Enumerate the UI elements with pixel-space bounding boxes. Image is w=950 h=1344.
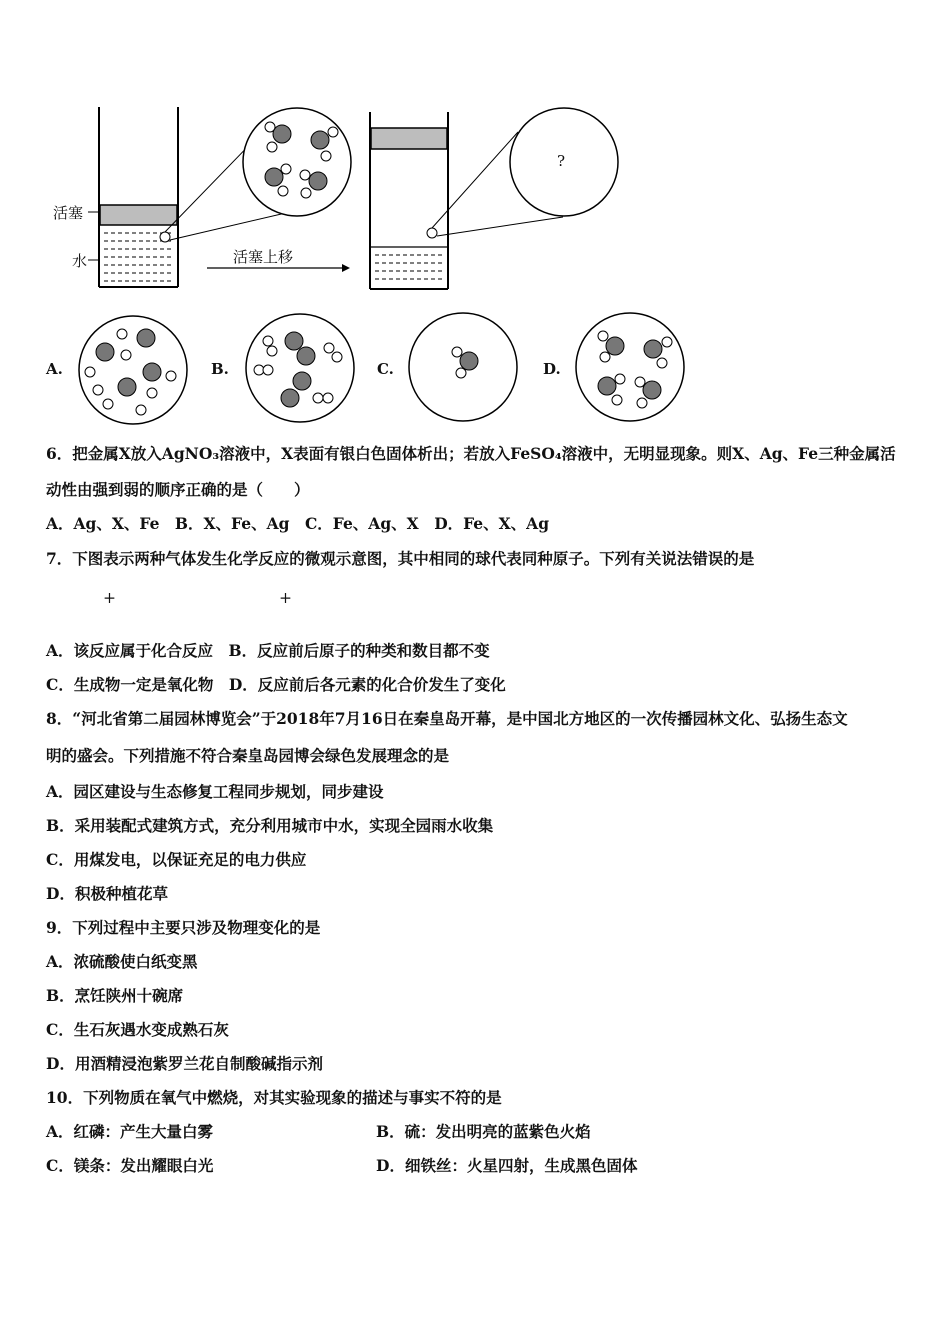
q6-stem-line2: 动性由强到弱的顺序正确的是（ ） xyxy=(46,480,310,499)
left-container xyxy=(99,107,178,287)
q7-options-line1: A．该反应属于化合反应 B．反应前后原子的种类和数目都不变 xyxy=(46,641,490,660)
option-c-label: C. xyxy=(377,360,394,378)
q10-option-a: A．红磷：产生大量白雾 xyxy=(46,1122,214,1141)
q8-stem-line2: 明的盛会。下列措施不符合秦皇岛园博会绿色发展理念的是 xyxy=(46,746,450,765)
option-d-label: D. xyxy=(543,360,561,378)
option-b-label: B. xyxy=(211,360,229,378)
q10-option-d: D．细铁丝：火星四射，生成黑色固体 xyxy=(376,1156,638,1175)
q8-option-b: B．采用装配式建筑方式，充分利用城市中水，实现全园雨水收集 xyxy=(46,816,494,835)
left-zoom-circle xyxy=(243,108,351,216)
q8-option-c: C．用煤发电，以保证充足的电力供应 xyxy=(46,850,307,869)
q9-stem: 9．下列过程中主要只涉及物理变化的是 xyxy=(46,918,321,937)
q7-plus-2: + xyxy=(279,589,292,607)
q9-option-c: C．生石灰遇水变成熟石灰 xyxy=(46,1020,229,1039)
right-water xyxy=(375,255,444,279)
left-zoom-point xyxy=(160,232,170,242)
left-piston xyxy=(100,205,177,225)
q6-options: A．Ag、X、Fe B．X、Fe、Ag C．Fe、Ag、X D．Fe、X、Ag xyxy=(46,514,550,533)
right-zoom-point xyxy=(427,228,437,238)
option-a-label: A. xyxy=(46,360,63,378)
q10-stem: 10．下列物质在氧气中燃烧，对其实验现象的描述与事实不符的是 xyxy=(46,1088,502,1107)
option-b-diagram xyxy=(246,314,354,422)
arrow-label: 活塞上移 xyxy=(233,248,294,266)
q10-option-b: B．硫：发出明亮的蓝紫色火焰 xyxy=(376,1122,591,1141)
option-c-diagram xyxy=(409,313,517,421)
question-mark: ? xyxy=(557,152,566,170)
piston-label: 活塞 xyxy=(53,204,84,222)
q7-options-line2: C．生成物一定是氧化物 D．反应前后各元素的化合价发生了变化 xyxy=(46,675,506,694)
figure-q5 xyxy=(0,0,950,430)
q9-option-b: B．烹饪陕州十碗席 xyxy=(46,986,184,1005)
option-d-diagram xyxy=(576,313,684,421)
q8-option-d: D．积极种植花草 xyxy=(46,884,168,903)
q7-plus-1: + xyxy=(103,589,116,607)
q6-stem-line1: 6．把金属X放入AgNO₃溶液中，X表面有银白色固体析出；若放入FeSO₄溶液中，无明显现象。则X、Ag、Fe三种金属活 xyxy=(46,444,896,463)
right-piston xyxy=(371,128,447,149)
q8-stem-line1: 8．“河北省第二届园林博览会”于2018年7月16日在秦皇岛开幕，是中国北方地区的一次传播园林文化、弘扬生态文 xyxy=(46,709,848,728)
option-a-diagram xyxy=(79,316,187,424)
q10-option-c: C．镁条：发出耀眼白光 xyxy=(46,1156,214,1175)
q7-stem: 7．下图表示两种气体发生化学反应的微观示意图，其中相同的球代表同种原子。下列有关说法错误的是 xyxy=(46,549,755,568)
q9-option-a: A．浓硫酸使白纸变黑 xyxy=(46,952,198,971)
q9-option-d: D．用酒精浸泡紫罗兰花自制酸碱指示剂 xyxy=(46,1054,323,1073)
water-label: 水 xyxy=(72,252,88,270)
q8-option-a: A．园区建设与生态修复工程同步规划，同步建设 xyxy=(46,782,384,801)
